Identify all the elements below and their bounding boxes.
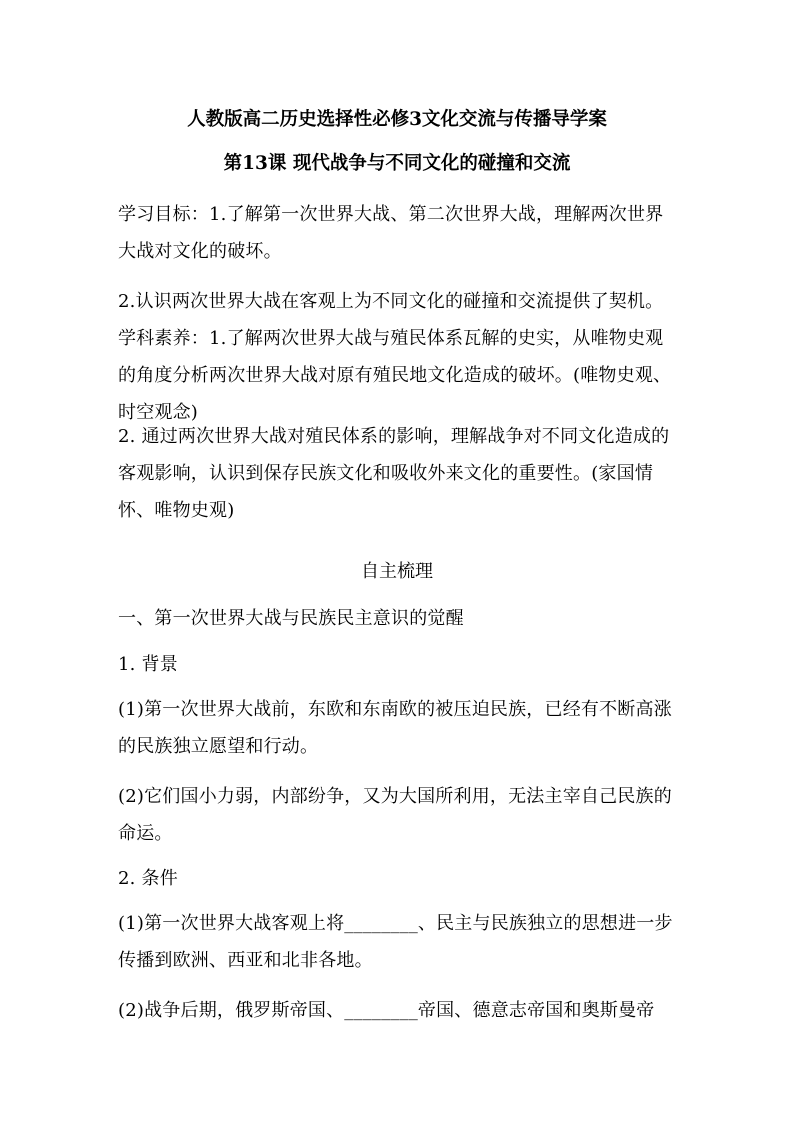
document-title: 人教版高二历史选择性必修3文化交流与传播导学案 xyxy=(187,109,607,130)
part1-heading: 一、第一次世界大战与民族民主意识的觉醒 xyxy=(118,608,464,629)
conditions-item-2: (2)战争后期，俄罗斯帝国、________帝国、德意志帝国和奥斯曼帝 xyxy=(118,1000,655,1021)
background-item-2: (2)它们国小力弱，内部纷争，又为大国所利用，无法主宰自己民族的命运。 xyxy=(118,786,672,844)
background-heading: 1. 背景 xyxy=(118,654,178,675)
lesson-title: 第13课 现代战争与不同文化的碰撞和交流 xyxy=(223,153,571,174)
literacy-2: 2. 通过两次世界大战对殖民体系的影响，理解战争对不同文化造成的客观影响，认识到保存民族文化和吸收外来文化的重要性。(家国情怀、唯物史观) xyxy=(118,426,670,521)
background-item-1: (1)第一次世界大战前，东欧和东南欧的被压迫民族，已经有不断高涨的民族独立愿望和行动。 xyxy=(118,699,672,757)
learning-objectives: 学习目标：1.了解第一次世界大战、第二次世界大战，理解两次世界大战对文化的破坏。 xyxy=(118,204,664,262)
conditions-heading: 2. 条件 xyxy=(118,868,178,889)
section-heading: 自主梳理 xyxy=(361,561,433,582)
objective-2-and-literacy-1: 2.认识两次世界大战在客观上为不同文化的碰撞和交流提供了契机。学科素养：1.了解两次世界大战与殖民体系瓦解的史实，从唯物史观的角度分析两次世界大战对原有殖民地文化造成的破坏。(唯物史观、时空观念) xyxy=(118,291,672,423)
conditions-item-1: (1)第一次世界大战客观上将________、民主与民族独立的思想进一步传播到欧洲、西亚和北非各地。 xyxy=(118,913,673,971)
